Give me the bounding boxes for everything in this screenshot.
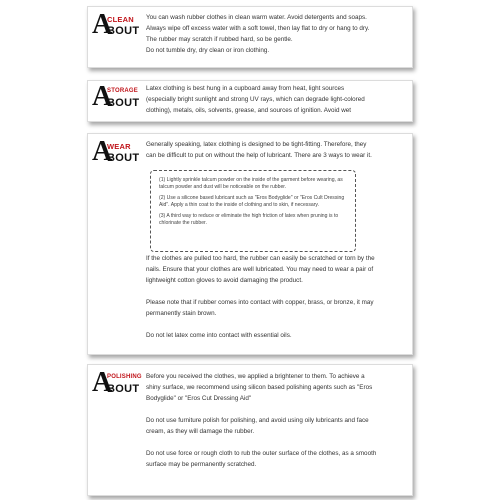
- badge-letter: A: [92, 81, 113, 112]
- wear-after: [146, 253, 404, 341]
- text-line: shiny surface, we recommend using silicon based polishing agents such as "Eros: [146, 384, 373, 391]
- badge-letter: A: [92, 9, 113, 40]
- about-wear-badge: [92, 136, 140, 167]
- text-line: Do not let latex come into contact with essential oils.: [146, 332, 292, 339]
- badge-letter: A: [92, 136, 113, 167]
- text-line: can be difficult to put on without the help of lubricant. There are 3 ways to wear it.: [146, 152, 372, 159]
- wear-card: [87, 133, 413, 355]
- text-line: You can wash rubber clothes in clean warm water. Avoid detergents and soaps.: [146, 14, 367, 21]
- badge-about: BOUT: [107, 152, 140, 164]
- clean-card: [87, 6, 413, 68]
- badge-about: BOUT: [107, 383, 140, 395]
- badge-topic: CLEAN: [107, 15, 134, 24]
- polishing-card: [87, 364, 413, 496]
- text-line: surface may be permanently scratched.: [146, 461, 257, 468]
- wear-methods-box: [150, 170, 356, 252]
- method-item: (2) Use a silicone based lubricant such as "Eros Bodyglide" or "Eros Cult Dressing Aid". Apply a thin coat to the inside of clothing and to skin, if necessary.: [159, 195, 345, 208]
- method-item: (1) Lightly sprinkle talcum powder on the inside of the garment before wearing, as talcum powder and dust will be noticeable on the rubber.: [159, 177, 343, 190]
- badge-letter: A: [92, 367, 113, 398]
- about-storage-badge: [92, 81, 140, 112]
- text-line: nails. Ensure that your clothes are well lubricated. You may need to wear a pair of: [146, 266, 374, 273]
- polishing-text: [146, 371, 404, 470]
- storage-card: [87, 80, 413, 122]
- badge-topic: STORAGE: [107, 88, 138, 94]
- text-line: Please note that if rubber comes into contact with copper, brass, or bronze, it may: [146, 299, 374, 306]
- text-line: If the clothes are pulled too hard, the rubber can easily be scratched or torn by the: [146, 255, 375, 262]
- clean-text: [146, 12, 404, 56]
- badge-about: BOUT: [107, 25, 140, 37]
- about-clean-badge: [92, 9, 140, 40]
- text-line: cream, as they will damage the rubber.: [146, 428, 255, 435]
- storage-text: [146, 83, 404, 116]
- text-line: Do not tumble dry, dry clean or iron clothing.: [146, 47, 270, 54]
- text-line: Before you received the clothes, we applied a brightener to them. To achieve a: [146, 373, 365, 380]
- text-line: Always wipe off excess water with a soft towel, then lay flat to dry or hang to dry.: [146, 25, 370, 32]
- method-item: (3) A third way to reduce or eliminate the high friction of latex when pruning is to chlorinate the rubber.: [159, 213, 339, 226]
- text-line: Do not use furniture polish for polishing, and avoid using oily lubricants and face: [146, 417, 369, 424]
- text-line: Latex clothing is best hung in a cupboard away from heat, light sources: [146, 85, 345, 92]
- text-line: Do not use force or rough cloth to rub the outer surface of the clothes, as a smooth: [146, 450, 377, 457]
- text-line: clothing), metals, oils, solvents, grease, and sources of ignition. Avoid wet: [146, 107, 351, 114]
- text-line: (especially bright sunlight and strong UV rays, which can degrade light-colored: [146, 96, 365, 103]
- text-line: permanently stain brown.: [146, 310, 217, 317]
- text-line: lightweight cotton gloves to avoid damaging the product.: [146, 277, 303, 284]
- badge-about: BOUT: [107, 97, 140, 109]
- text-line: Generally speaking, latex clothing is designed to be tight-fitting. Therefore, they: [146, 141, 367, 148]
- wear-intro: [146, 139, 404, 161]
- about-polishing-badge: [92, 367, 142, 398]
- badge-topic: WEAR: [107, 142, 131, 151]
- text-line: Bodyglide" or "Eros Cut Dressing Aid": [146, 395, 252, 402]
- text-line: The rubber may scratch if rubbed hard, so be gentle.: [146, 36, 293, 43]
- badge-topic: POLISHING: [107, 374, 142, 380]
